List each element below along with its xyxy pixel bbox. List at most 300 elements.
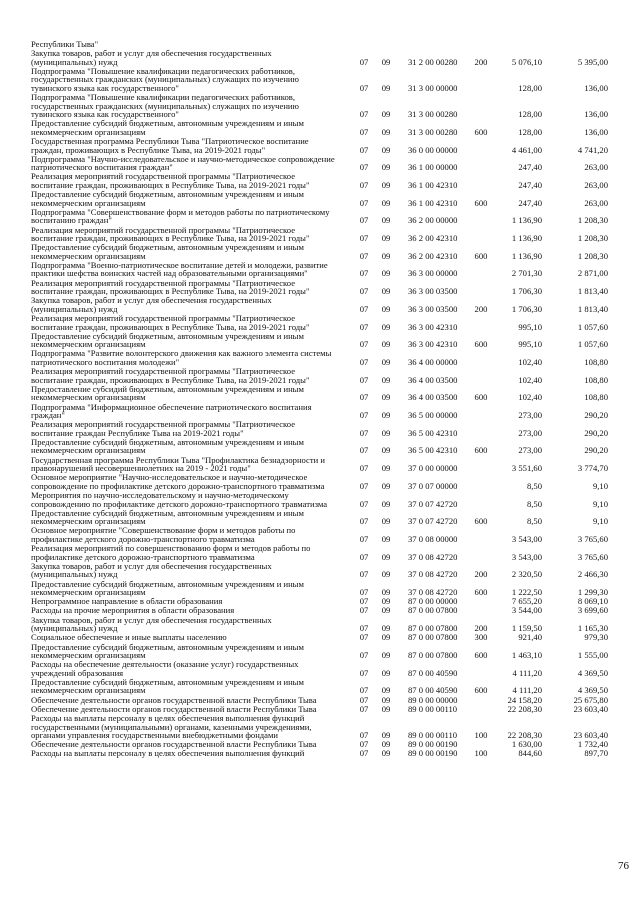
section-code: 07 <box>359 321 369 332</box>
amount-year-1: 1 136,90 <box>511 233 542 243</box>
table-row <box>0 714 639 740</box>
table-row <box>0 332 639 349</box>
subsection-code: 09 <box>381 730 391 740</box>
amount-year-2: 136,00 <box>584 82 608 93</box>
amount-year-1: 921,40 <box>518 632 542 643</box>
target-article-code: 87 0 00 07800 <box>408 605 458 616</box>
amount-year-2: 4 369,50 <box>577 685 608 696</box>
row-description: Закупка товаров, работ и услуг для обеспечения государственных (муниципальных) нужд <box>31 560 272 580</box>
subsection-code: 09 <box>381 632 391 643</box>
row-description: Закупка товаров, работ и услуг для обеспечения государственных (муниципальных) нужд <box>31 295 272 314</box>
amount-year-2: 4 741,20 <box>577 144 608 155</box>
table-row <box>0 226 639 243</box>
row-description: Реализация мероприятий государственной программы "Патриотическое воспитание граждан, проживающих в Республике Тыва, на 2019-2021 годы" <box>31 224 310 243</box>
section-code: 07 <box>359 694 369 705</box>
amount-year-1: 8,50 <box>526 516 542 527</box>
subsection-code: 09 <box>381 445 391 456</box>
amount-year-2: 979,30 <box>584 632 608 643</box>
row-description: Расходы на выплаты персоналу в целях обеспечения выполнения функций государственными (муниципальными) органами, казенными учреждениями, органами управления государственными внебюджетными фондами <box>31 713 312 740</box>
section-code: 07 <box>359 703 369 714</box>
subsection-code: 09 <box>381 356 391 367</box>
row-description: Предоставление субсидий бюджетным, автономным учреждениям и иным некоммерческим организациям <box>31 383 304 403</box>
row-description: Предоставление субсидий бюджетным, автономным учреждениям и иным некоммерческим организациям <box>31 330 304 350</box>
section-code: 07 <box>359 445 369 456</box>
amount-year-2: 136,00 <box>584 126 608 137</box>
section-code: 07 <box>359 498 369 509</box>
amount-year-1: 2 320,50 <box>511 569 542 580</box>
section-code: 07 <box>359 339 369 350</box>
expense-type-code: 600 <box>474 587 488 597</box>
subsection-code: 09 <box>381 694 391 705</box>
amount-year-1: 1 463,10 <box>511 650 542 660</box>
section-code: 07 <box>359 197 369 208</box>
table-row <box>0 208 639 225</box>
expense-type-code: 600 <box>474 339 488 350</box>
amount-year-1: 1 222,50 <box>511 587 542 597</box>
table-row <box>0 296 639 313</box>
subsection-code: 09 <box>381 551 391 562</box>
subsection-code: 09 <box>381 233 391 243</box>
target-article-code: 87 0 00 07800 <box>408 623 458 634</box>
amount-year-1: 1 706,30 <box>511 286 542 297</box>
section-code: 07 <box>359 551 369 562</box>
target-article-code: 31 3 00 00000 <box>408 82 458 93</box>
row-description: Обеспечение деятельности органов государственной власти Республики Тыва <box>31 703 317 714</box>
section-code: 07 <box>359 392 369 403</box>
table-row <box>0 526 639 543</box>
row-description: Подпрограмма "Повышение квалификации педагогических работников, государственных гражданских (муниципальных) служащих по изучению тувинского языка как государственного" <box>31 92 299 120</box>
section-code: 07 <box>359 410 369 420</box>
amount-year-2: 3 765,60 <box>577 533 608 544</box>
expense-type-code: 600 <box>474 685 488 696</box>
target-article-code: 89 0 00 00110 <box>408 730 458 740</box>
target-article-code: 36 3 00 42310 <box>408 321 458 332</box>
amount-year-1: 1 136,90 <box>511 250 542 261</box>
target-article-code: 36 2 00 42310 <box>408 233 458 243</box>
row-description: Непрограммное направление в области образования <box>31 596 223 607</box>
amount-year-1: 24 158,20 <box>507 694 542 705</box>
section-code: 07 <box>359 480 369 491</box>
amount-year-1: 247,40 <box>518 197 542 208</box>
amount-year-2: 1 555,00 <box>577 650 608 660</box>
section-code: 07 <box>359 162 369 173</box>
section-code: 07 <box>359 739 369 750</box>
target-article-code: 36 5 00 42310 <box>408 427 458 438</box>
table-row <box>0 678 639 695</box>
target-article-code: 36 4 00 03500 <box>408 374 458 385</box>
section-code: 07 <box>359 685 369 696</box>
target-article-code: 37 0 07 42720 <box>408 498 458 509</box>
row-description: Основное мероприятие "Совершенствование форм и методов работы по профилактике детского дорожно-транспортного травматизма <box>31 525 296 544</box>
amount-year-1: 7 655,20 <box>511 596 542 607</box>
target-article-code: 87 0 00 40590 <box>408 685 458 696</box>
table-row <box>0 93 639 119</box>
amount-year-2: 263,00 <box>584 162 608 173</box>
subsection-code: 09 <box>381 703 391 714</box>
amount-year-1: 5 076,10 <box>511 56 542 67</box>
subsection-code: 09 <box>381 179 391 190</box>
table-row <box>0 491 639 508</box>
target-article-code: 36 1 00 00000 <box>408 162 458 173</box>
expense-type-code: 100 <box>474 748 488 759</box>
amount-year-2: 1 057,60 <box>577 321 608 332</box>
expense-type-code: 600 <box>474 516 488 527</box>
expense-type-code: 300 <box>474 632 488 643</box>
amount-year-2: 1 165,30 <box>577 623 608 634</box>
table-row <box>0 172 639 189</box>
amount-year-1: 4 111,20 <box>512 685 542 696</box>
row-description: Подпрограмма "Научно-исследовательское и научно-методическое сопровождение патриотического воспитания граждан" <box>31 153 335 173</box>
section-code: 07 <box>359 587 369 597</box>
row-description: Предоставление субсидий бюджетным, автономным учреждениям и иным некоммерческим организациям <box>31 242 304 261</box>
subsection-code: 09 <box>381 516 391 527</box>
target-article-code: 36 3 00 03500 <box>408 286 458 297</box>
table-row <box>0 67 639 93</box>
amount-year-2: 290,20 <box>584 427 608 438</box>
target-article-code: 36 1 00 42310 <box>408 179 458 190</box>
amount-year-1: 247,40 <box>518 179 542 190</box>
subsection-code: 09 <box>381 748 391 759</box>
amount-year-2: 290,20 <box>584 410 608 420</box>
table-row <box>0 49 639 66</box>
amount-year-1: 22 208,30 <box>507 703 542 714</box>
amount-year-2: 136,00 <box>584 109 608 120</box>
row-description: Закупка товаров, работ и услуг для обеспечения государственных (муниципальных) нужд <box>31 614 272 634</box>
table-row <box>0 243 639 260</box>
amount-year-2: 1 208,30 <box>577 215 608 226</box>
target-article-code: 87 0 00 07800 <box>408 650 458 660</box>
table-row <box>0 643 639 660</box>
expense-type-code: 600 <box>474 126 488 137</box>
expense-type-code: 600 <box>474 445 488 456</box>
section-code: 07 <box>359 605 369 616</box>
row-description: Предоставление субсидий бюджетным, автономным учреждениям и иным некоммерческим организациям <box>31 507 304 527</box>
subsection-code: 09 <box>381 250 391 261</box>
amount-year-2: 3 765,60 <box>577 551 608 562</box>
amount-year-1: 844,60 <box>518 748 542 759</box>
row-description: Подпрограмма "Совершенствование форм и методов работы по патриотическому воспитанию граждан" <box>31 206 330 226</box>
row-description: Предоставление субсидий бюджетным, автономным учреждениям и иным некоммерческим организациям <box>31 676 304 696</box>
table-row <box>0 190 639 207</box>
row-description: Основное мероприятие "Научно-исследовательское и научно-методическое сопровождение по профилактике детского дорожно-транспортного травматизма <box>31 472 325 491</box>
subsection-code: 09 <box>381 623 391 634</box>
subsection-code: 09 <box>381 286 391 297</box>
subsection-code: 09 <box>381 162 391 173</box>
table-row <box>0 606 639 615</box>
subsection-code: 09 <box>381 82 391 93</box>
amount-year-1: 247,40 <box>518 162 542 173</box>
amount-year-2: 1 813,40 <box>577 303 608 314</box>
amount-year-1: 3 544,00 <box>511 605 542 616</box>
target-article-code: 36 5 00 42310 <box>408 445 458 456</box>
amount-year-1: 1 706,30 <box>511 303 542 314</box>
subsection-code: 09 <box>381 374 391 385</box>
expense-type-code: 200 <box>474 56 488 67</box>
target-article-code: 36 5 00 00000 <box>408 410 458 420</box>
target-article-code: 36 4 00 00000 <box>408 356 458 367</box>
subsection-code: 09 <box>381 56 391 67</box>
row-description: Реализация мероприятий государственной программы "Патриотическое воспитание граждан Республике Тыва на 2019-2021 годы" <box>31 419 296 438</box>
amount-year-1: 22 208,30 <box>507 730 542 740</box>
target-article-code: 31 3 00 00280 <box>408 109 458 120</box>
target-article-code: 31 2 00 00280 <box>408 56 458 67</box>
target-article-code: 36 0 00 00000 <box>408 144 458 155</box>
target-article-code: 36 3 00 03500 <box>408 303 458 314</box>
section-code: 07 <box>359 268 369 279</box>
target-article-code: 87 0 00 40590 <box>408 667 458 678</box>
row-description: Реализация мероприятий государственной программы "Патриотическое воспитание граждан, проживающих в Республике Тыва, на 2019-2021 годы" <box>31 313 310 332</box>
target-article-code: 89 0 00 00000 <box>408 694 458 705</box>
table-row <box>0 544 639 561</box>
expense-type-code: 600 <box>474 650 488 660</box>
subsection-code: 09 <box>381 650 391 660</box>
subsection-code: 09 <box>381 569 391 580</box>
target-article-code: 36 3 00 00000 <box>408 268 458 279</box>
amount-year-1: 3 543,00 <box>511 551 542 562</box>
amount-year-2: 23 603,40 <box>573 730 608 740</box>
amount-year-1: 1 630,00 <box>511 739 542 750</box>
target-article-code: 89 0 00 00190 <box>408 739 458 750</box>
subsection-code: 09 <box>381 321 391 332</box>
section-code: 07 <box>359 356 369 367</box>
row-description: Закупка товаров, работ и услуг для обеспечения государственных (муниципальных) нужд <box>31 48 272 67</box>
row-description: Подпрограмма "Повышение квалификации педагогических работников, государственных гражданских (муниципальных) служащих по изучению тувинского языка как государственного" <box>31 65 299 93</box>
amount-year-1: 3 551,60 <box>511 463 542 474</box>
amount-year-1: 8,50 <box>526 480 542 491</box>
amount-year-1: 273,00 <box>518 445 542 456</box>
table-row <box>0 261 639 278</box>
amount-year-1: 102,40 <box>518 374 542 385</box>
amount-year-2: 4 369,50 <box>577 667 608 678</box>
amount-year-1: 128,00 <box>518 82 542 93</box>
target-article-code: 89 0 00 00110 <box>408 703 458 714</box>
amount-year-1: 273,00 <box>518 427 542 438</box>
row-description: Предоставление субсидий бюджетным, автономным учреждениям и иным некоммерческим организациям <box>31 641 304 660</box>
subsection-code: 09 <box>381 339 391 350</box>
amount-year-1: 1 159,50 <box>511 623 542 634</box>
table-row <box>0 696 639 705</box>
row-description: Реализация мероприятий по совершенствованию форм и методов работы по профилактике детского дорожно-транспортного травматизма <box>31 543 311 562</box>
row-description: Реализация мероприятий государственной программы "Патриотическое воспитание граждан, проживающих в Республике Тыва, на 2019-2021 годы" <box>31 277 310 297</box>
amount-year-2: 108,80 <box>584 356 608 367</box>
amount-year-2: 1 208,30 <box>577 250 608 261</box>
expense-type-code: 200 <box>474 569 488 580</box>
amount-year-1: 128,00 <box>518 126 542 137</box>
amount-year-2: 2 871,00 <box>577 268 608 279</box>
section-code: 07 <box>359 632 369 643</box>
row-description: Обеспечение деятельности органов государственной власти Республики Тыва <box>31 694 317 705</box>
table-row <box>0 155 639 172</box>
section-code: 07 <box>359 233 369 243</box>
amount-year-2: 5 395,00 <box>577 56 608 67</box>
table-row <box>0 660 639 677</box>
section-code: 07 <box>359 516 369 527</box>
target-article-code: 37 0 07 00000 <box>408 480 458 491</box>
amount-year-2: 1 813,40 <box>577 286 608 297</box>
subsection-code: 09 <box>381 427 391 438</box>
table-row <box>0 403 639 420</box>
amount-year-2: 9,10 <box>592 480 608 491</box>
amount-year-2: 23 603,40 <box>573 703 608 714</box>
amount-year-2: 25 675,80 <box>573 694 608 705</box>
row-description: Обеспечение деятельности органов государственной власти Республики Тыва <box>31 739 317 750</box>
amount-year-2: 2 466,30 <box>577 569 608 580</box>
target-article-code: 36 4 00 03500 <box>408 392 458 403</box>
subsection-code: 09 <box>381 498 391 509</box>
amount-year-2: 108,80 <box>584 392 608 403</box>
row-description: Государственная программа Республики Тыва "Патриотическое воспитание граждан, проживающих в Республике Тыва, на 2019-2021 годы" <box>31 136 309 155</box>
expense-type-code: 600 <box>474 392 488 403</box>
section-code: 07 <box>359 569 369 580</box>
subsection-code: 09 <box>381 605 391 616</box>
table-row <box>0 509 639 526</box>
table-row <box>0 580 639 597</box>
subsection-code: 09 <box>381 480 391 491</box>
section-code: 07 <box>359 533 369 544</box>
table-row <box>0 749 639 758</box>
amount-year-1: 128,00 <box>518 109 542 120</box>
subsection-code: 09 <box>381 268 391 279</box>
subsection-code: 09 <box>381 533 391 544</box>
table-row <box>0 349 639 366</box>
subsection-code: 09 <box>381 126 391 137</box>
target-article-code: 37 0 00 00000 <box>408 463 458 474</box>
target-article-code: 36 2 00 42310 <box>408 250 458 261</box>
section-code: 07 <box>359 730 369 740</box>
target-article-code: 89 0 00 00190 <box>408 748 458 759</box>
row-description: Подпрограмма "Информационное обеспечение патриотического воспитания граждан" <box>31 401 312 420</box>
section-code: 07 <box>359 82 369 93</box>
section-code: 07 <box>359 126 369 137</box>
subsection-code: 09 <box>381 144 391 155</box>
amount-year-2: 263,00 <box>584 179 608 190</box>
section-code: 07 <box>359 596 369 607</box>
amount-year-2: 8 069,10 <box>577 596 608 607</box>
subsection-code: 09 <box>381 215 391 226</box>
subsection-code: 09 <box>381 410 391 420</box>
row-description: Предоставление субсидий бюджетным, автономным учреждениям и иным некоммерческим организациям <box>31 189 304 208</box>
expense-type-code: 600 <box>474 250 488 261</box>
subsection-code: 09 <box>381 109 391 120</box>
expense-type-code: 600 <box>474 197 488 208</box>
amount-year-2: 897,70 <box>584 748 608 759</box>
table-row <box>0 562 639 579</box>
section-code: 07 <box>359 303 369 314</box>
amount-year-1: 8,50 <box>526 498 542 509</box>
amount-year-1: 102,40 <box>518 392 542 403</box>
page-number: 76 <box>618 860 629 872</box>
table-row <box>0 385 639 402</box>
amount-year-1: 4 111,20 <box>512 667 542 678</box>
amount-year-1: 1 136,90 <box>511 215 542 226</box>
target-article-code: 37 0 08 00000 <box>408 533 458 544</box>
section-code: 07 <box>359 667 369 678</box>
table-row <box>0 314 639 331</box>
amount-year-1: 995,10 <box>518 321 542 332</box>
amount-year-1: 102,40 <box>518 356 542 367</box>
target-article-code: 87 0 00 07800 <box>408 632 458 643</box>
row-description: Республики Тыва" <box>31 39 99 49</box>
target-article-code: 37 0 08 42720 <box>408 551 458 562</box>
target-article-code: 31 3 00 00280 <box>408 126 458 137</box>
row-description: Подпрограмма "Военно-патриотическое воспитание детей и молодежи, развитие практики шефства воинских частей над образовательными организациями" <box>31 259 328 279</box>
row-description: Мероприятия по научно-исследовательскому и научно-методическому сопровождению по профилактике детского дорожно-транспортного травматизма <box>31 490 328 509</box>
amount-year-2: 1 208,30 <box>577 233 608 243</box>
amount-year-2: 1 057,60 <box>577 339 608 350</box>
subsection-code: 09 <box>381 667 391 678</box>
amount-year-1: 3 543,00 <box>511 533 542 544</box>
section-code: 07 <box>359 374 369 385</box>
section-code: 07 <box>359 650 369 660</box>
table-row <box>0 473 639 490</box>
section-code: 07 <box>359 109 369 120</box>
section-code: 07 <box>359 144 369 155</box>
table-row <box>0 367 639 384</box>
amount-year-2: 3 774,70 <box>577 463 608 474</box>
table-row <box>0 616 639 633</box>
subsection-code: 09 <box>381 197 391 208</box>
subsection-code: 09 <box>381 596 391 607</box>
row-description: Государственная программа Республики Тыва "Профилактика безнадзорности и правонарушений несовершеннолетних на 2019 - 2021 годы" <box>31 454 325 474</box>
target-article-code: 36 1 00 42310 <box>408 197 458 208</box>
table-row <box>0 279 639 296</box>
row-description: Предоставление субсидий бюджетным, автономным учреждениям и иным некоммерческим организациям <box>31 118 304 137</box>
table-row <box>0 420 639 437</box>
section-code: 07 <box>359 427 369 438</box>
row-description: Расходы на обеспечение деятельности (оказание услуг) государственных учреждений образования <box>31 659 299 678</box>
target-article-code: 36 2 00 00000 <box>408 215 458 226</box>
amount-year-2: 290,20 <box>584 445 608 456</box>
row-description: Предоставление субсидий бюджетным, автономным учреждениям и иным некоммерческим организациям <box>31 578 304 597</box>
section-code: 07 <box>359 623 369 634</box>
amount-year-2: 108,80 <box>584 374 608 385</box>
subsection-code: 09 <box>381 303 391 314</box>
subsection-code: 09 <box>381 463 391 474</box>
amount-year-1: 2 701,30 <box>511 268 542 279</box>
row-description: Реализация мероприятий государственной программы "Патриотическое воспитание граждан, проживающих в Республике Тыва, на 2019-2021 годы" <box>31 366 310 385</box>
amount-year-2: 1 732,40 <box>577 739 608 750</box>
amount-year-1: 4 461,00 <box>511 144 542 155</box>
row-description: Расходы на прочие мероприятия в области образования <box>31 605 235 616</box>
subsection-code: 09 <box>381 392 391 403</box>
target-article-code: 37 0 08 42720 <box>408 569 458 580</box>
subsection-code: 09 <box>381 739 391 750</box>
subsection-code: 09 <box>381 685 391 696</box>
section-code: 07 <box>359 286 369 297</box>
table-row <box>0 119 639 136</box>
table-row <box>0 438 639 455</box>
amount-year-1: 273,00 <box>518 410 542 420</box>
table-row <box>0 633 639 642</box>
amount-year-2: 263,00 <box>584 197 608 208</box>
section-code: 07 <box>359 250 369 261</box>
expense-type-code: 200 <box>474 623 488 634</box>
row-description: Предоставление субсидий бюджетным, автономным учреждениям и иным некоммерческим организациям <box>31 436 304 456</box>
section-code: 07 <box>359 748 369 759</box>
target-article-code: 87 0 00 00000 <box>408 596 458 607</box>
amount-year-2: 9,10 <box>592 498 608 509</box>
target-article-code: 37 0 07 42720 <box>408 516 458 527</box>
amount-year-2: 9,10 <box>592 516 608 527</box>
section-code: 07 <box>359 215 369 226</box>
expense-type-code: 200 <box>474 303 488 314</box>
table-row <box>0 137 639 154</box>
table-row <box>0 456 639 473</box>
section-code: 07 <box>359 179 369 190</box>
row-description: Реализация мероприятий государственной программы "Патриотическое воспитание граждан, проживающих в Республике Тыва, на 2019-2021 годы" <box>31 171 310 190</box>
row-description: Подпрограмма "Развитие волонтерского движения как важного элемента системы патриотического воспитания молодежи" <box>31 348 332 367</box>
subsection-code: 09 <box>381 587 391 597</box>
